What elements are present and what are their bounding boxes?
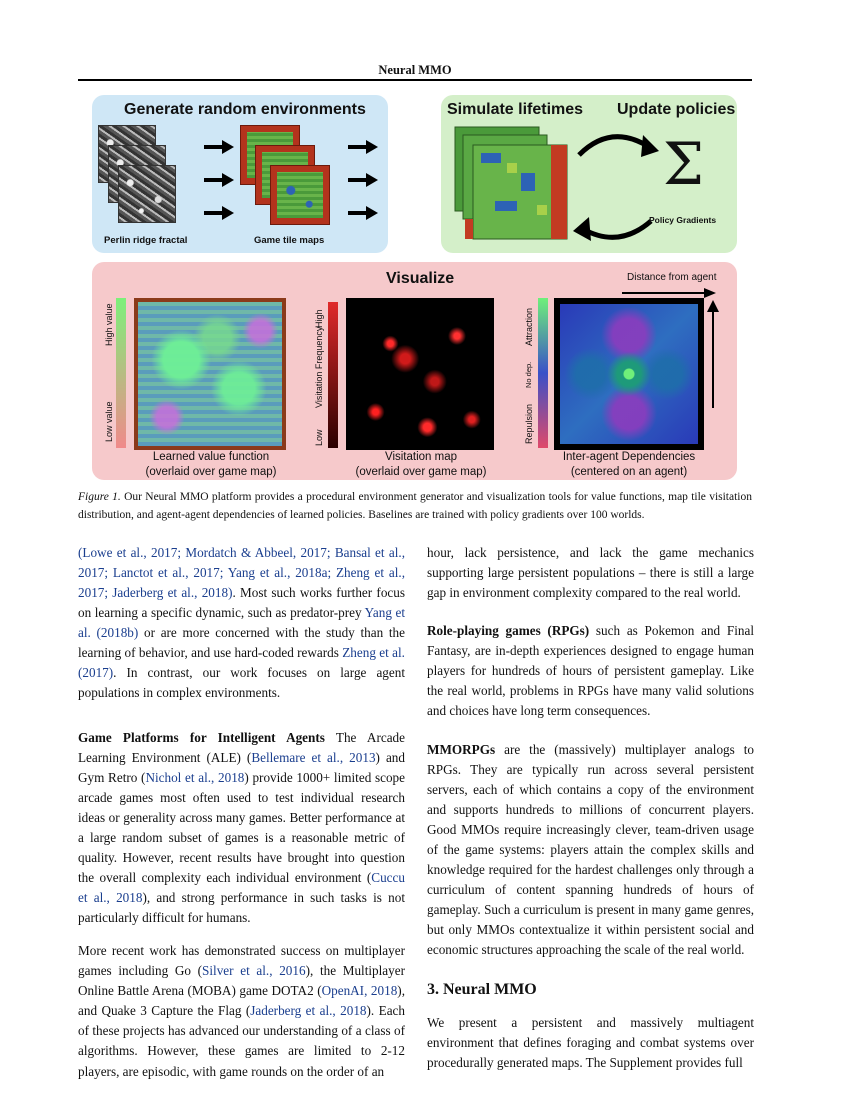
figure-label: Figure 1. [78, 491, 121, 503]
simulate-title: Simulate lifetimes [447, 101, 584, 118]
paragraph-text: ), the Multiplayer Online Battle Arena (MOBA) game DOTA2 ( [78, 963, 405, 999]
paragraph [427, 621, 754, 721]
dependency-bar-top-label: Attraction [524, 307, 534, 346]
paragraph-text: such as Pokemon and Final Fantasy, are in-depth experiences designed to engage human players for hundreds of hours of persistent gameplay. Like the real world, problems in RPGs have many valid solutions and choices have long term consequences. [427, 623, 754, 719]
right-column [427, 543, 754, 1086]
noise-map-image [118, 165, 176, 223]
citation-link[interactable]: Zheng et al. (2017) [78, 645, 405, 681]
figure-caption [78, 489, 752, 525]
right-arrow-icon [204, 140, 234, 154]
paragraph-text: ), and strong performance in such tasks is not particularly difficult for humans. [78, 890, 405, 926]
paragraph-text: or are more concerned with the study than the learning of behavior, and use hard-coded rewards [78, 625, 405, 661]
simulate-panel [441, 95, 737, 253]
dependency-colorbar [538, 298, 548, 448]
value-colorbar [116, 298, 126, 448]
visitation-bar-low-label: Low [314, 429, 324, 446]
dependency-map-image [554, 298, 704, 450]
policy-gradients-label: Policy Gradients [649, 215, 717, 225]
citation-link[interactable]: Bellemare et al., 2013 [251, 749, 376, 765]
perlin-label: Perlin ridge fractal [104, 235, 188, 246]
paragraph [427, 740, 754, 961]
dependency-caption-line1: Inter-agent Dependencies [562, 451, 696, 463]
paragraph: We present a persistent and massively multiagent environment that defines foraging and combat systems over procedurally generated maps. The Supplement provides full [427, 1014, 754, 1070]
paragraph-heading: Role-playing games (RPGs) [427, 623, 590, 639]
dependency-bar-mid-label: No dep. [524, 361, 533, 388]
tile-maps-label: Game tile maps [254, 235, 325, 246]
paragraph-heading: Game Platforms for Intelligent Agents [78, 729, 325, 745]
value-caption-line2: (overlaid over game map) [145, 465, 277, 478]
figure-caption-text: Our Neural MMO platform provides a procedural environment generator and visualization tools for value functions, map tile visitation distribution, and agent-agent dependencies of learned policies. Baselines are trained with policy gradients over 100 worlds. [78, 491, 752, 521]
value-function-map-image [134, 298, 286, 450]
value-bar-high-label: High value [104, 303, 114, 346]
citation-link[interactable]: OpenAI, 2018 [321, 983, 398, 999]
visitation-map-image [346, 298, 494, 450]
right-arrow-icon [348, 173, 378, 187]
paragraph-text: ), and Quake 3 Capture the Flag ( [78, 983, 405, 1019]
citation-link[interactable]: Silver et al., 2016 [202, 963, 306, 979]
paragraph [78, 728, 405, 929]
left-column [78, 543, 405, 1095]
paragraph-text: More recent work has demonstrated success on multiplayer games including Go ( [78, 943, 405, 979]
visualize-title: Visualize [386, 270, 455, 287]
citation-link[interactable]: Jaderberg et al., 2018 [250, 1003, 367, 1019]
paragraph-text: . Most such works further focus on learning a specific dynamic, such as predator-prey [78, 585, 405, 621]
paragraph [78, 543, 405, 704]
up-arrow-icon [706, 298, 720, 410]
value-bar-low-label: Low value [104, 401, 114, 442]
right-arrow-icon [204, 173, 234, 187]
citation-link[interactable]: Cuccu et al., 2018 [78, 869, 405, 905]
visitation-caption-line2: (overlaid over game map) [355, 465, 487, 478]
simulation-maps-image [451, 123, 571, 243]
section-heading: 3. Neural MMO [427, 981, 537, 999]
visitation-bar-mid-label: Visitation Frequency [314, 326, 324, 408]
update-title: Update policies [617, 101, 736, 118]
distance-label: Distance from agent [627, 272, 717, 283]
visitation-caption [338, 450, 504, 480]
paragraph-text: ) provide 1000+ limited scope arcade games most often used to test individual research ideas or generality across many games. Better performance at a large random subset of games is a reasonable metric of quality. However, recent results have brought into question the overall complexity each individual environment ( [78, 769, 405, 885]
sigma-symbol: Σ [663, 130, 705, 198]
dependency-bar-bottom-label: Repulsion [524, 403, 534, 444]
running-title: Neural MMO [378, 63, 452, 77]
paragraph-text: . In contrast, our work focuses on large agent populations in complex environments. [78, 665, 405, 701]
paragraph-text: are the (massively) multiplayer analogs to RPGs. They are typically run across several persistent servers, each of which contains a copy of the environment and supports hundreds to millions of concurrent players. Good MMOs require increasingly clever, team-driven usage of the game systems: players attain the complex skills and knowledge required for the hardest challenges only through a curriculum of content spanning hundreds of hours of gameplay. Such a curriculum is present in many game genres, but only MMOs contextualize it within persistent social and economic structures approaching the scale of the real world. [427, 741, 754, 958]
cycle-arrows-icon [571, 125, 671, 245]
visualize-panel [92, 262, 737, 480]
tile-map-image [270, 165, 330, 225]
visitation-bar-high-label: High [314, 309, 324, 328]
paragraph: hour, lack persistence, and lack the game mechanics supporting large persistent populations – there is still a large gap in environment complexity compared to the real world. [427, 545, 754, 601]
right-arrow-icon [204, 206, 234, 220]
dependency-caption-line2: (centered on an agent) [570, 465, 688, 478]
paragraph-text: ). Each of these projects has advanced our understanding of a class of algorithms. However, these games are limited to 2-12 players, are episodic, with game rounds on the order of an [78, 1003, 405, 1079]
paragraph-heading: MMORPGs [427, 741, 496, 757]
paragraph-text: ) and Gym Retro ( [78, 749, 405, 785]
value-caption [128, 450, 294, 480]
paragraph-text: The Arcade Learning Environment (ALE) ( [78, 729, 405, 765]
generate-title: Generate random environments [124, 101, 366, 118]
header-rule [78, 79, 752, 81]
citation-link[interactable]: Nichol et al., 2018 [145, 769, 245, 785]
visitation-caption-line1: Visitation map [384, 451, 458, 463]
value-caption-line1: Learned value function [152, 451, 270, 463]
right-arrow-icon [348, 140, 378, 154]
right-arrow-icon [348, 206, 378, 220]
dependency-caption [544, 450, 714, 480]
citation-link[interactable]: (Lowe et al., 2017; Mordatch & Abbeel, 2017; Bansal et al., 2017; Lanctot et al., 2017; Yang et al., 2018a; Zheng et al., 2017; Jaderberg et al., 2018) [78, 545, 405, 601]
generate-panel [92, 95, 388, 253]
citation-link[interactable]: Yang et al. (2018b) [78, 605, 405, 641]
paragraph [78, 941, 405, 1081]
visitation-colorbar [328, 302, 338, 448]
